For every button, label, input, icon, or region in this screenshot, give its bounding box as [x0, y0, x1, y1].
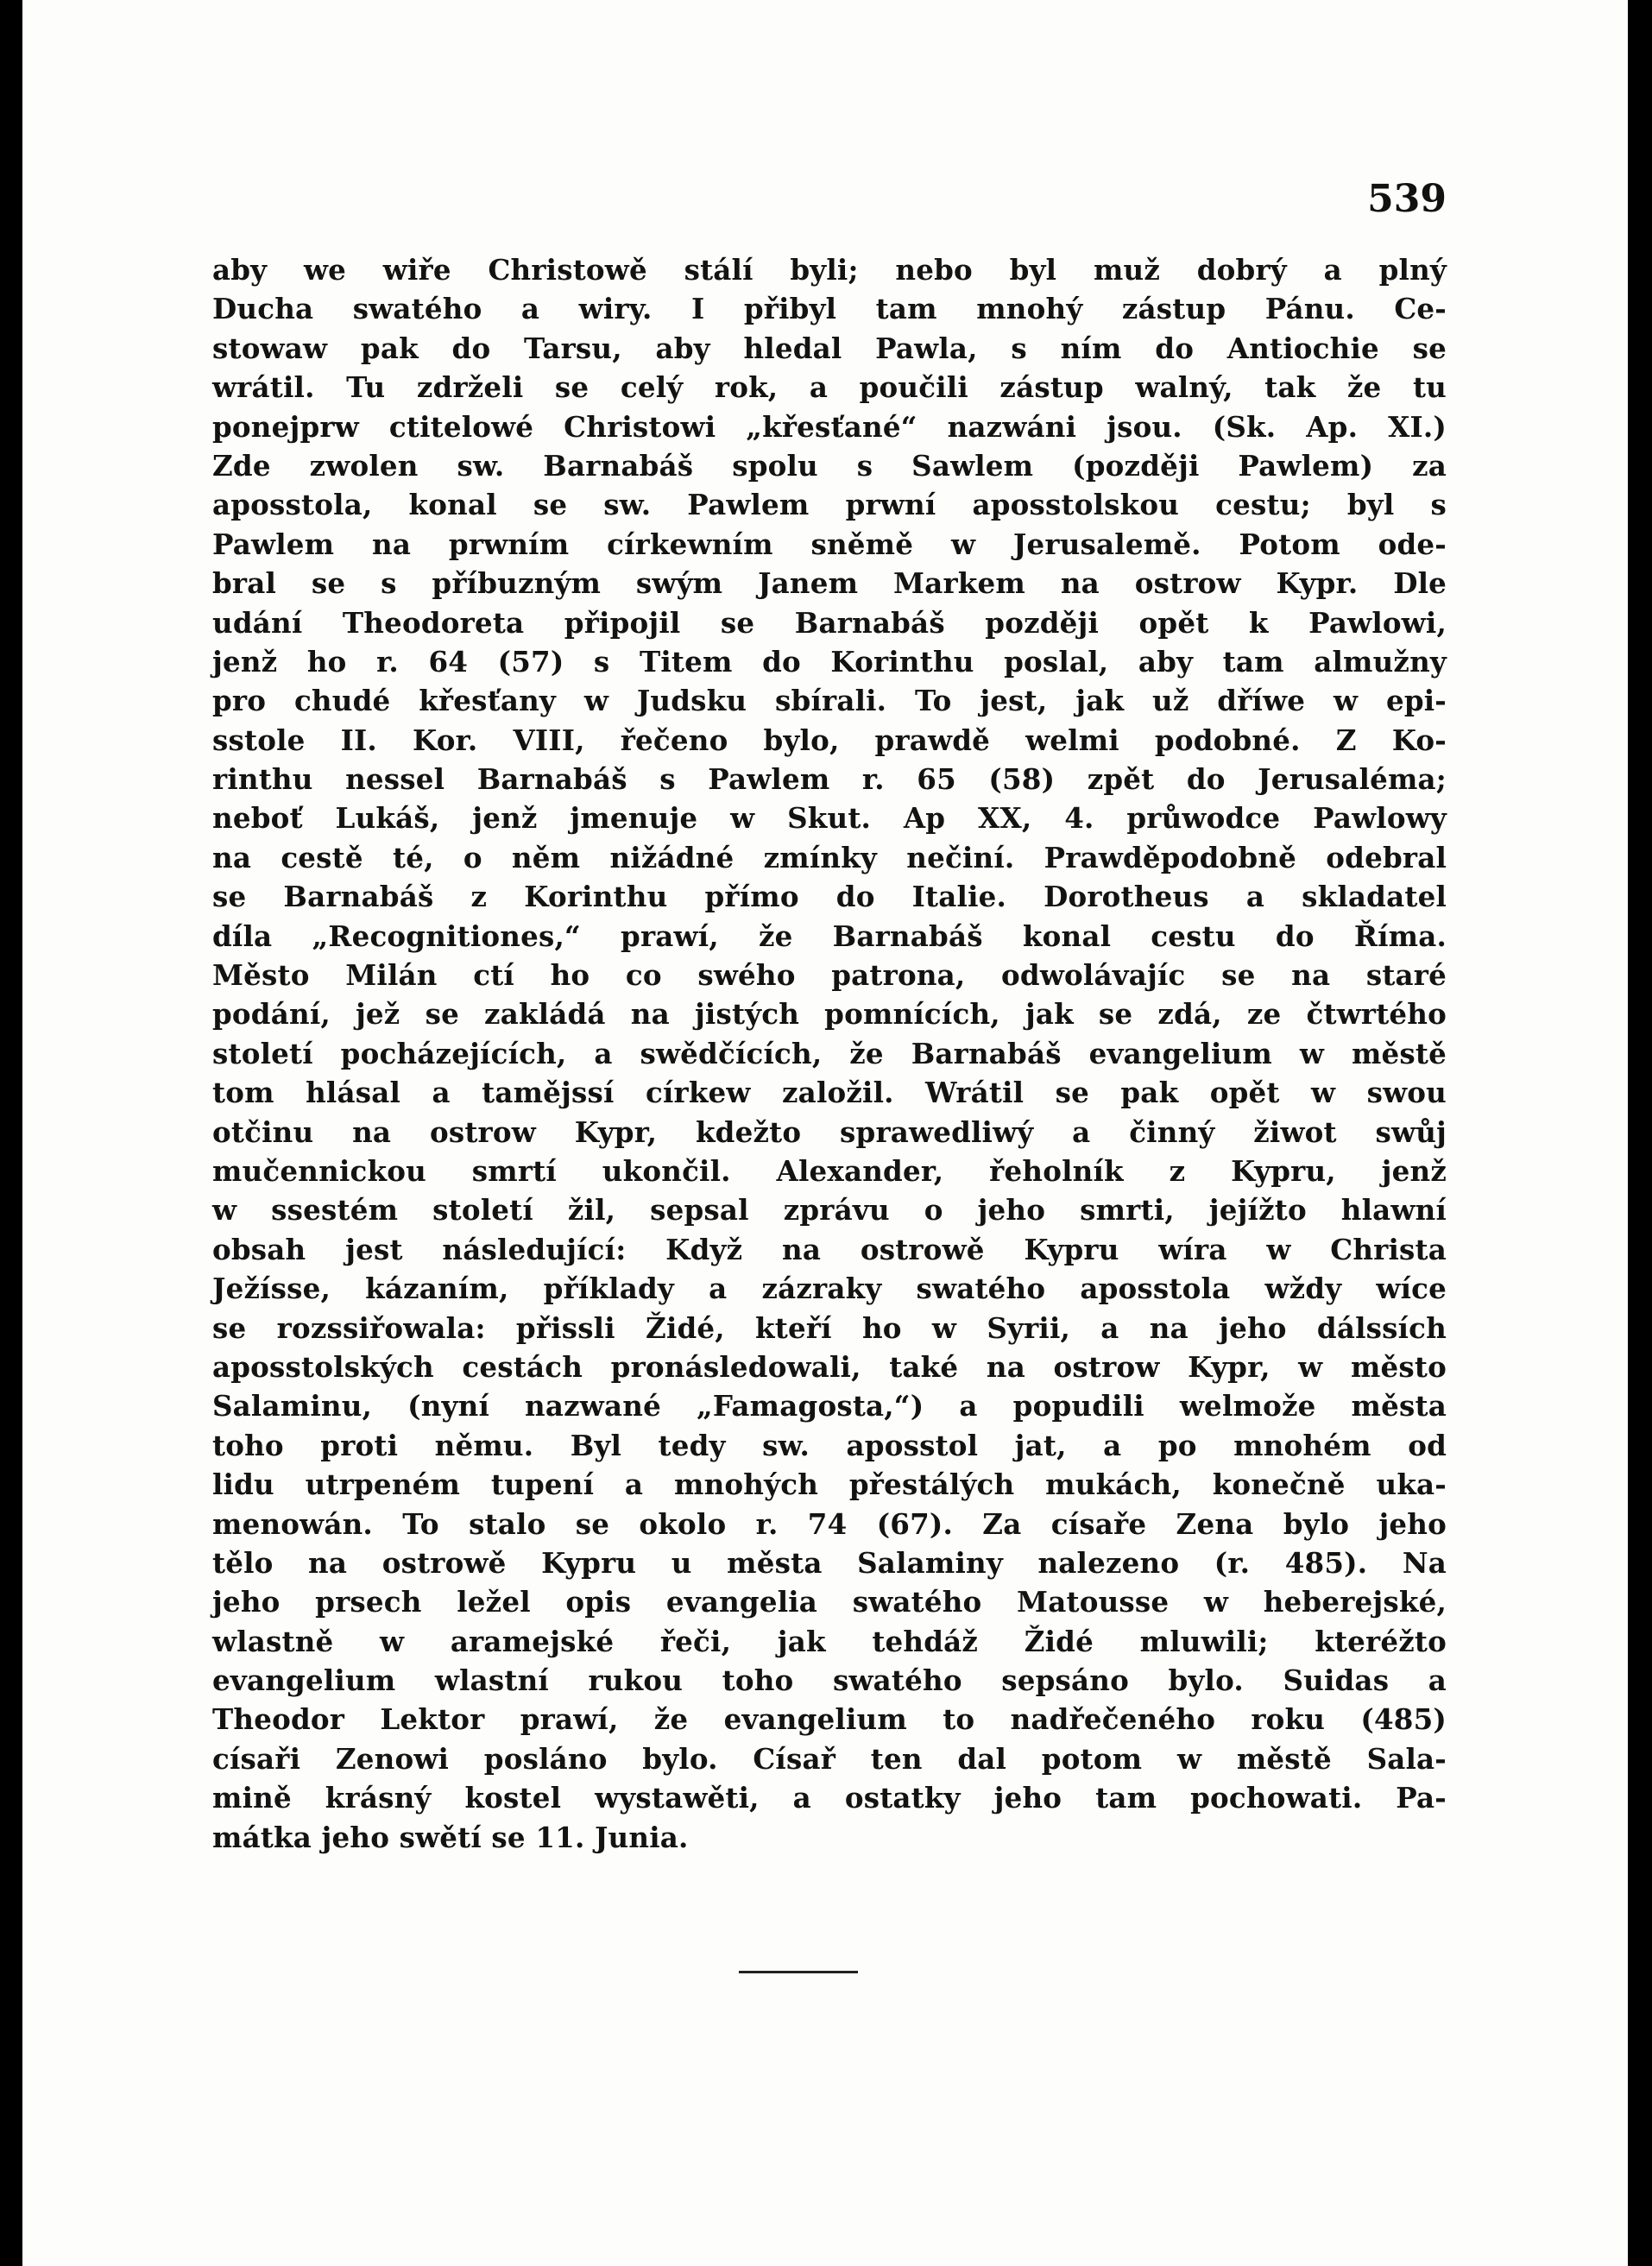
text-line: lidu utrpeném tupení a mnohých přestálých mukách, konečně uka- [212, 1468, 1447, 1502]
text-line: Ducha swatého a wiry. I přibyl tam mnohý zástup Pánu. Ce- [212, 292, 1447, 326]
body-text [212, 250, 1447, 1857]
text-line: pro chudé křesťany w Judsku sbírali. To jest, jak už dříwe w epi- [212, 684, 1447, 718]
text-line: wrátil. Tu zdrželi se celý rok, a poučili zástup walný, tak že tu [212, 370, 1447, 405]
text-line: Salaminu, (nyní nazwané „Famagosta,“) a popudili welmože města [212, 1389, 1447, 1423]
text-line: Theodor Lektor prawí, že evangelium to nadřečeného roku (485) [212, 1702, 1447, 1737]
text-line: menowán. To stalo se okolo r. 74 (67). Za císaře Zena bylo jeho [212, 1506, 1447, 1541]
text-line: jeho prsech ležel opis evangelia swatého Matousse w heberejské, [212, 1585, 1447, 1619]
text-line: tělo na ostrowě Kypru u města Salaminy nalezeno (r. 485). Na [212, 1545, 1447, 1580]
text-line-final: mátka jeho swětí se 11. Junia. [212, 1820, 689, 1854]
text-line: Zde zwolen sw. Barnabáš spolu s Sawlem (později Pawlem) za [212, 448, 1447, 483]
text-line: otčinu na ostrow Kypr, kdežto sprawedliwý a činný žiwot swůj [212, 1114, 1447, 1149]
text-line: aposstolských cestách pronásledowali, také na ostrow Kypr, w město [212, 1349, 1447, 1384]
text-line: jenž ho r. 64 (57) s Titem do Korinthu poslal, aby tam almužny [212, 644, 1447, 679]
text-line: podání, jež se zakládá na jistých pomnících, jak se zdá, ze čtwrtého [212, 997, 1447, 1032]
text-line: se rozssiřowala: přissli Židé, kteří ho w Syrii, a na jeho dálssích [212, 1310, 1447, 1345]
text-line: wlastně w aramejské řeči, jak tehdáž Židé mluwili; kteréžto [212, 1624, 1447, 1658]
section-end-rule [739, 1971, 858, 1973]
text-line: století pocházejících, a swědčících, že Barnabáš evangelium w městě [212, 1036, 1447, 1070]
text-line: Město Milán ctí ho co swého patrona, odwolávajíc se na staré [212, 958, 1447, 993]
text-line: sstole II. Kor. VIII, řečeno bylo, prawdě welmi podobné. Z Ko- [212, 723, 1447, 757]
text-line: díla „Recognitiones,“ prawí, že Barnabáš konal cestu do Říma. [212, 918, 1447, 953]
text-line: w ssestém století žil, sepsal zprávu o jeho smrti, jejížto hlawní [212, 1193, 1447, 1228]
text-line: neboť Lukáš, jenž jmenuje w Skut. Ap XX, 4. průwodce Pawlowy [212, 801, 1447, 836]
text-line: aby we wiře Christowě stálí byli; nebo byl muž dobrý a plný [212, 253, 1447, 287]
text-line: císaři Zenowi posláno bylo. Císař ten dal potom w městě Sala- [212, 1741, 1447, 1776]
text-line: stowaw pak do Tarsu, aby hledal Pawla, s ním do Antiochie se [212, 331, 1447, 365]
text-line: udání Theodoreta připojil se Barnabáš později opět k Pawlowi, [212, 605, 1447, 640]
text-line: evangelium wlastní rukou toho swatého sepsáno bylo. Suidas a [212, 1663, 1447, 1698]
text-line: bral se s příbuzným swým Janem Markem na ostrow Kypr. Dle [212, 566, 1447, 601]
text-line: toho proti němu. Byl tedy sw. aposstol jat, a po mnohém od [212, 1428, 1447, 1462]
book-page [22, 0, 1628, 2266]
text-line: se Barnabáš z Korinthu přímo do Italie. Dorotheus a skladatel [212, 880, 1447, 914]
text-line: rinthu nessel Barnabáš s Pawlem r. 65 (58) zpět do Jerusaléma; [212, 762, 1447, 797]
page-number: 539 [1367, 177, 1447, 221]
text-line: aposstola, konal se sw. Pawlem prwní aposstolskou cestu; byl s [212, 488, 1447, 522]
text-line: na cestě té, o něm nižádné zmínky nečiní. Prawděpodobně odebral [212, 840, 1447, 874]
text-line: ponejprw ctitelowé Christowi „křesťané“ nazwáni jsou. (Sk. Ap. XI.) [212, 409, 1447, 444]
text-line: mučennickou smrtí ukončil. Alexander, řeholník z Kypru, jenž [212, 1153, 1447, 1188]
text-line: Pawlem na prwním církewním sněmě w Jerusalemě. Potom ode- [212, 527, 1447, 561]
text-line: mině krásný kostel wystawěti, a ostatky jeho tam pochowati. Pa- [212, 1781, 1447, 1815]
text-line: obsah jest následující: Když na ostrowě Kypru wíra w Christa [212, 1232, 1447, 1266]
text-line: tom hlásal a tamějssí církew založil. Wrátil se pak opět w swou [212, 1076, 1447, 1110]
text-line: Ježísse, kázaním, příklady a zázraky swatého aposstola wždy wíce [212, 1272, 1447, 1306]
